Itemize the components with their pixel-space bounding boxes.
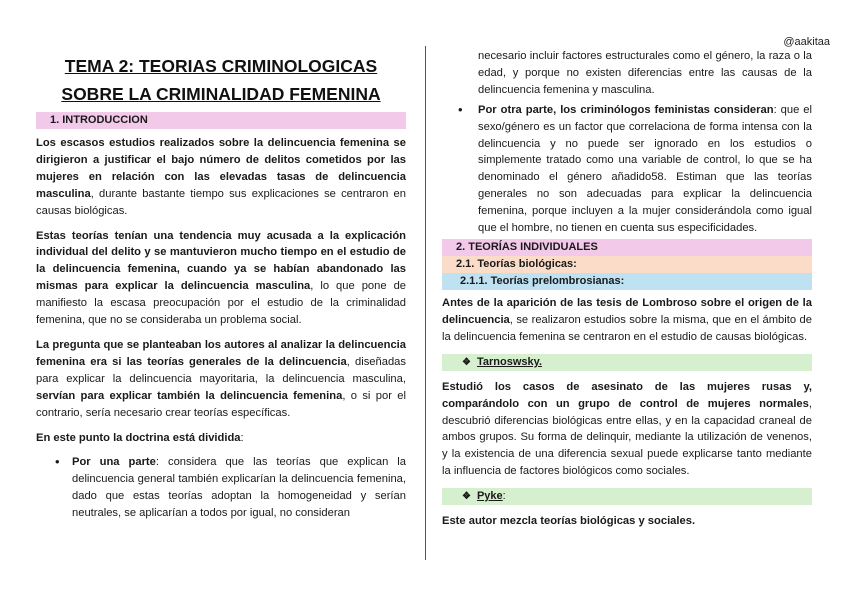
list-item-por-una-parte [36,454,406,522]
p6-bold: Estudió los casos de asesinato de las mujeres rusas y, comparándolo con un grupo de control de mujeres normales [442,380,812,410]
left-column [36,52,406,522]
p5-text: , se realizaron estudios sobre la misma, que en el ámbito de la delincuencia femenina se centraron en el estudio de causas biológicas. [442,313,812,343]
p1-bold: Los escasos estudios realizados sobre la delincuencia femenina se dirigieron a justificar el bajo número de delitos cometidos por las mujeres en relación con las elevadas tasas de delincuencia masculina [36,137,406,200]
li1-text: : considera que las teorías que explican la delincuencia general también explicarían la delincuencia femenina, dado que estas teorías adoptan la homogeneidad y serían neutrales, se aplicarían a todos por igual, no consideran [72,456,406,520]
paragraph-4 [36,430,406,447]
right-column [442,48,812,530]
list-item-continuation: necesario incluir factores estructurales como el género, la raza o la edad, y porque no existen diferencias entre las causas de la delincuencia femenina y masculina. [478,50,812,96]
heading-introduccion: 1. INTRODUCCION [36,112,406,129]
title-line-1: TEMA 2: TEORIAS CRIMINOLOGICAS [64,56,378,76]
p2-bold: Estas teorías tenían una tendencia muy acusada a la explicación individual del delito y se mantuvieron mucho tiempo en el estudio de la delincuencia femenina, cuando ya se habían abandonado las mismas para explicar la delincuencia masculina [36,229,406,293]
p3-bold-2: servían para explicar también la delincuencia femenina [36,389,343,402]
p6-text: , descubrió diferencias biológicas entre ellas, y en la capacidad craneal de ambos grupos. Su forma de delinquir, mediante la utilización de venenos, y la existencia de una diferencia sexual puede explicarse tanto mediante la influencia de factores biológicos como sociales. [442,397,812,478]
p2-text: , lo que pone de manifiesto la escasa preocupación por el estudio de la criminalidad femenina, que no se consideraba un problema social. [36,280,407,327]
doctrine-list-continued [442,102,812,237]
paragraph-3 [36,337,406,422]
p3-text-2: , o si por el contrario, sería necesario crear teorías específicas. [36,389,406,419]
p3-bold-1: La pregunta que se planteaban los autores al analizar la delincuencia femenina era si las teorías generales de la delincuencia [36,338,406,368]
li2-bold: Por otra parte, los criminólogos feministas consideran [478,103,774,116]
li1-bold: Por una parte [72,456,156,469]
author-handle: @aakitaa [783,36,830,48]
title-line-2: SOBRE LA CRIMINALIDAD FEMENINA [61,84,381,104]
p3-text-1: , diseñadas para explicar la delincuencia mayoritaria, la delincuencia masculina, [36,355,406,385]
pyke-label: Pyke [476,490,503,503]
li2-text: : que el sexo/género es un factor que correlaciona de forma intensa con la delincuencia y no puede ser ignorado en los estudios o simplemente tratado como una variable de control, lo que se ha denominado el género añadido58. Estiman que las teorías generales no son adecuadas para explicar la delincuencia femenina, porque incluyen a la mujer considerándola como igual que el hombre, no tienen en cuenta sus especificidades. [478,103,813,235]
tarnoswsky-label: Tarnoswsky. [476,355,542,368]
p5-bold: Antes de la aparición de las tesis de Lombroso sobre el origen de la delincuencia [442,296,812,326]
pyke-colon: : [502,490,506,503]
diamond-bullet-icon: ❖ [462,356,471,368]
paragraph-2 [36,228,406,329]
heading-tarnoswsky [442,354,812,371]
p4-text: : [240,431,244,444]
list-item-por-otra-parte [442,102,812,237]
heading-pyke [442,488,812,505]
paragraph-1 [36,135,406,220]
diamond-bullet-icon: ❖ [462,491,471,503]
heading-teorias-prelombrosianas: 2.1.1. Teorías prelombrosianas: [442,273,812,290]
paragraph-5 [442,295,812,346]
doctrine-list [36,454,406,522]
heading-teorias-biologicas: 2.1. Teorías biológicas: [442,256,812,273]
heading-teorias-individuales: 2. TEORÍAS INDIVIDUALES [442,239,812,256]
paragraph-6 [442,379,812,480]
paragraph-7 [442,513,812,530]
p7-bold: Este autor mezcla teorías biológicas y sociales. [442,515,696,528]
column-divider [425,46,426,560]
p4-bold: En este punto la doctrina está dividida [36,431,241,444]
page-title [36,52,406,108]
p1-text: , durante bastante tiempo sus explicaciones se centraron en causas biológicas. [36,187,406,217]
